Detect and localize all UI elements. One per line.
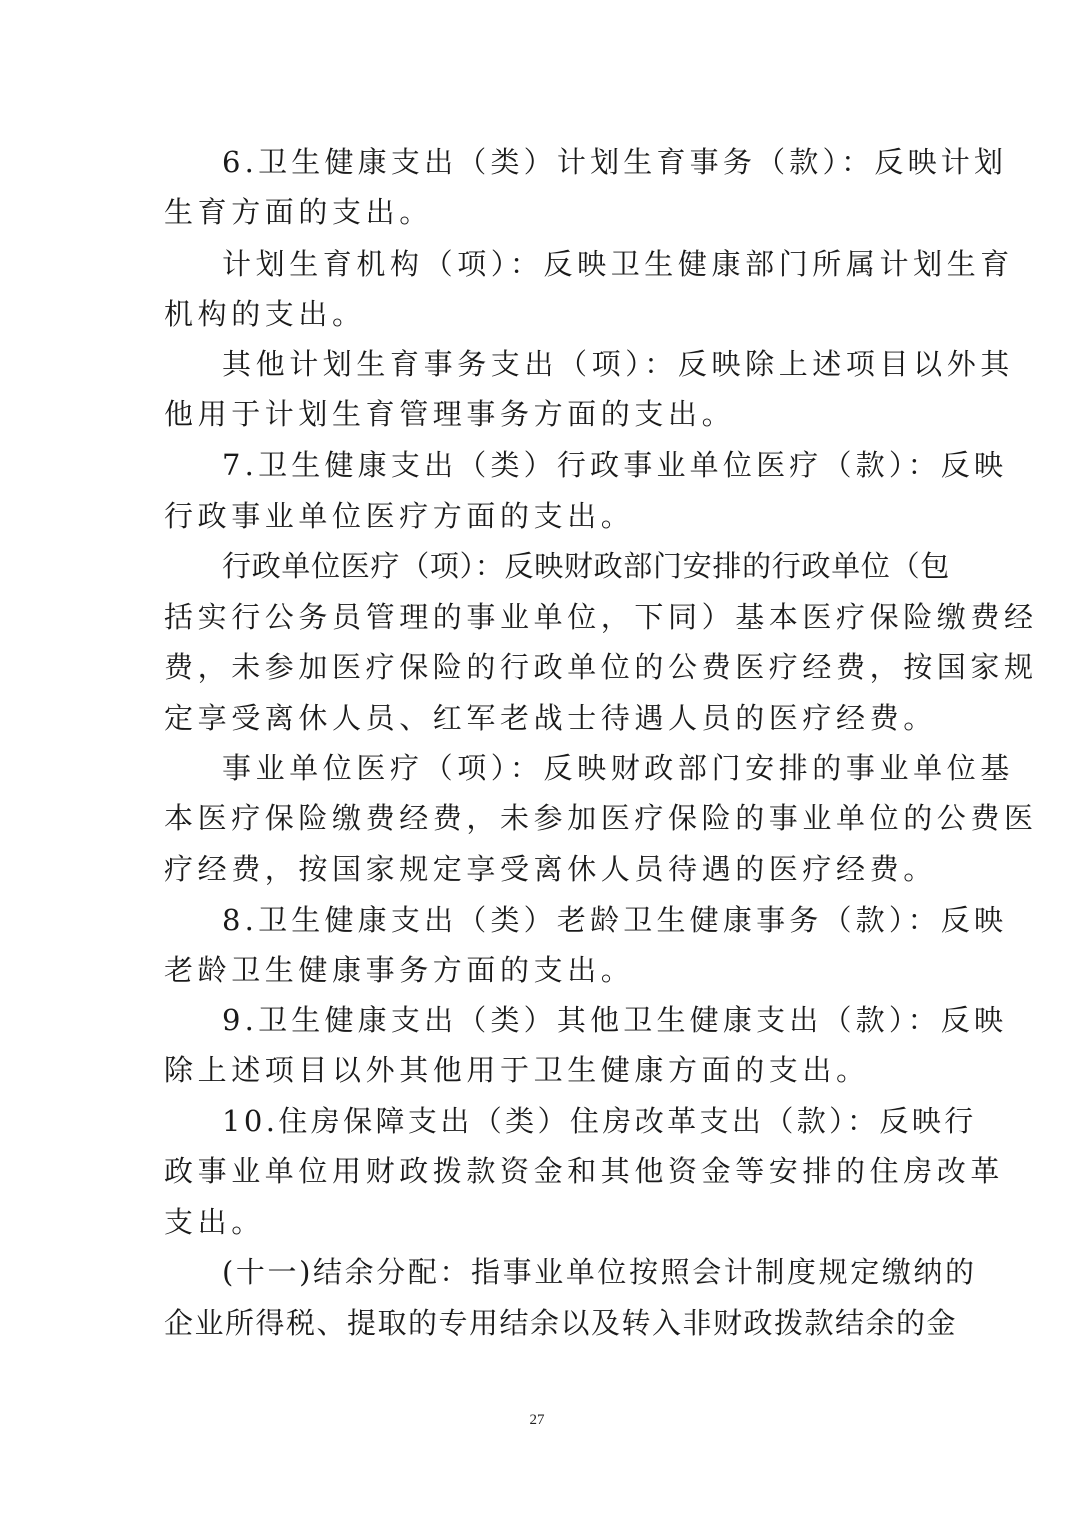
- text-line: 10.住房保障支出（类）住房改革支出（款）：反映行: [222, 1104, 977, 1138]
- text-line: (十一)结余分配：指事业单位按照会计制度规定缴纳的: [222, 1255, 977, 1289]
- text-line: 费，未参加医疗保险的行政单位的公费医疗经费，按国家规: [164, 650, 1038, 684]
- text-line: 行政事业单位医疗方面的支出。: [164, 499, 635, 533]
- text-line: 老龄卫生健康事务方面的支出。: [164, 953, 635, 987]
- text-line: 他用于计划生育管理事务方面的支出。: [164, 397, 736, 431]
- text-line: 事业单位医疗（项）：反映财政部门安排的事业单位基: [222, 751, 1014, 785]
- text-line: 7.卫生健康支出（类）行政事业单位医疗（款）：反映: [222, 448, 1008, 482]
- text-line: 行政单位医疗（项）：反映财政部门安排的行政单位（包: [222, 549, 951, 583]
- text-line: 定享受离休人员、红军老战士待遇人员的医疗经费。: [164, 701, 937, 735]
- text-line: 本医疗保险缴费经费，未参加医疗保险的事业单位的公费医: [164, 801, 1038, 835]
- text-line: 机构的支出。: [164, 297, 366, 331]
- page-number: 27: [529, 1412, 545, 1428]
- text-line: 生育方面的支出。: [164, 195, 433, 229]
- text-line: 疗经费，按国家规定享受离休人员待遇的医疗经费。: [164, 852, 937, 886]
- text-line: 9.卫生健康支出（类）其他卫生健康支出（款）：反映: [222, 1003, 1008, 1037]
- text-line: 企业所得税、提取的专用结余以及转入非财政拨款结余的金: [164, 1306, 958, 1340]
- text-line: 8.卫生健康支出（类）老龄卫生健康事务（款）：反映: [222, 903, 1008, 937]
- text-line: 其他计划生育事务支出（项）：反映除上述项目以外其: [222, 347, 1014, 381]
- text-line: 括实行公务员管理的事业单位，下同）基本医疗保险缴费经: [164, 600, 1038, 634]
- text-line: 6.卫生健康支出（类）计划生育事务（款）：反映计划: [222, 145, 1008, 179]
- text-line: 计划生育机构（项）：反映卫生健康部门所属计划生育: [222, 247, 1014, 281]
- text-line: 除上述项目以外其他用于卫生健康方面的支出。: [164, 1053, 870, 1087]
- text-line: 支出。: [164, 1205, 265, 1239]
- text-line: 政事业单位用财政拨款资金和其他资金等安排的住房改革: [164, 1154, 1005, 1188]
